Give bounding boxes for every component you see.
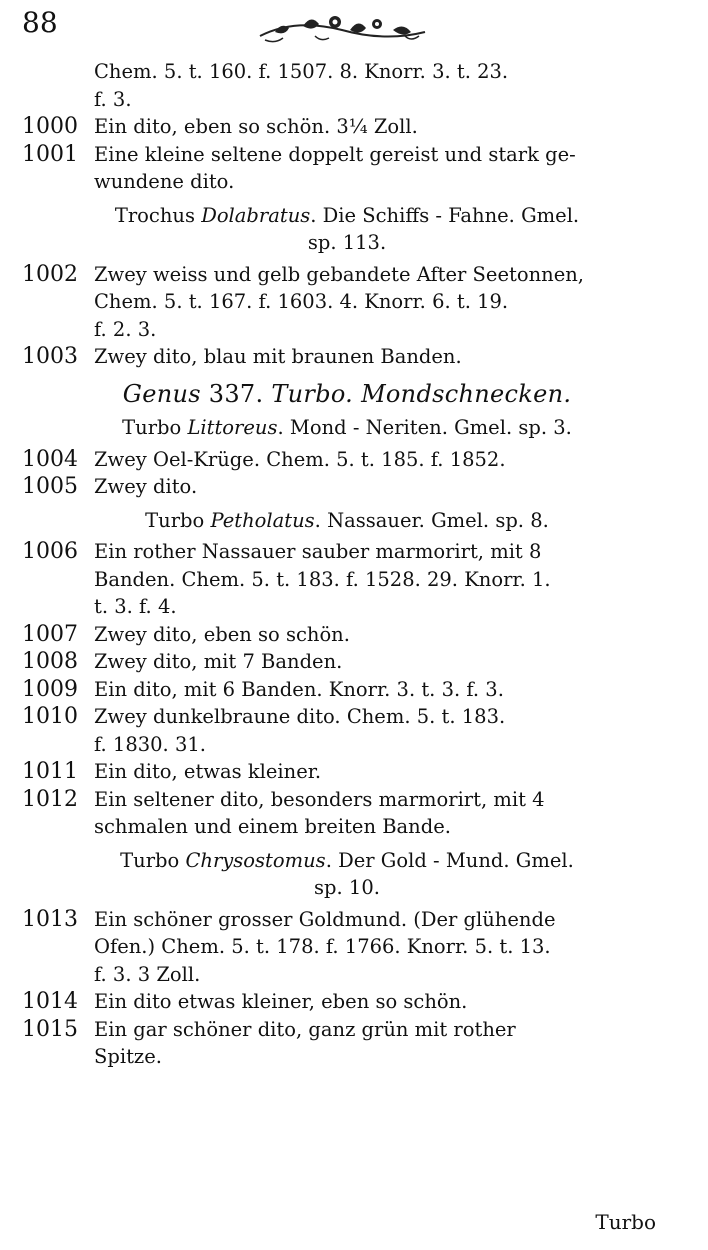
species-heading-turbo-littoreus: Turbo Littoreus. Mond - Neriten. Gmel. sp. 3. (122, 416, 572, 439)
entry-1005: 1005 Zwey dito. (22, 474, 198, 499)
catalog-text (22, 58, 672, 1071)
entry-1015: 1015 Ein gar schöner dito, ganz grün mit rother Spitze. (22, 1016, 516, 1068)
entry-1007: 1007 Zwey dito, eben so schön. (22, 621, 350, 647)
entry-1002: 1002 Zwey weiss und gelb gebandete After Seetonnen, Chem. 5. t. 167. f. 1603. 4. Knorr. 6. t. 19. f. 2. 3. (22, 261, 584, 341)
catchword: Turbo (595, 1210, 656, 1234)
species-heading-turbo-petholatus: Turbo Petholatus. Nassauer. Gmel. sp. 8. (145, 508, 549, 532)
floral-ornament-icon (255, 8, 430, 48)
page-number: 88 (22, 6, 58, 39)
entry-1010: 1010 Zwey dunkelbraune dito. Chem. 5. t. 183. f. 1830. 31. (22, 704, 506, 756)
entry-1011: 1011 Ein dito, etwas kleiner. (22, 759, 322, 784)
entry-1001: 1001 Eine kleine seltene doppelt gereist und stark ge- wundene dito. (22, 141, 576, 193)
species-heading-trochus-dolabratus: Trochus Dolabratus. Die Schiffs - Fahne. Gmel. sp. 113. (114, 203, 580, 254)
entry-1000: 1000 Ein dito, eben so schön. 3¼ Zoll. (22, 114, 418, 139)
species-heading-turbo-chrysostomus: Turbo Chrysostomus. Der Gold - Mund. Gmel. sp. 10. (120, 848, 574, 899)
entry-1014: 1014 Ein dito etwas kleiner, eben so schön. (22, 989, 468, 1014)
continuation-text: Chem. 5. t. 160. f. 1507. 8. Knorr. 3. t. 23. f. 3. (94, 60, 509, 111)
genus-heading: Genus 337. Turbo. Mondschnecken. (122, 379, 572, 408)
entry-1004: 1004 Zwey Oel-Krüge. Chem. 5. t. 185. f. 1852. (22, 446, 506, 472)
entry-1003: 1003 Zwey dito, blau mit braunen Banden. (22, 344, 462, 369)
entry-1013: 1013 Ein schöner grosser Goldmund. (Der glühende Ofen.) Chem. 5. t. 178. f. 1766. Knorr. 5. t. 13. f. 3. 3 Zoll. (22, 906, 556, 986)
entry-1009: 1009 Ein dito, mit 6 Banden. Knorr. 3. t. 3. f. 3. (22, 676, 504, 702)
entry-1006: 1006 Ein rother Nassauer sauber marmorirt, mit 8 Banden. Chem. 5. t. 183. f. 1528. 29. Knorr. 1. t. 3. f. 4. (22, 539, 551, 618)
entry-1012: 1012 Ein seltener dito, besonders marmorirt, mit 4 schmalen und einem breiten Bande. (22, 786, 545, 838)
entry-1008: 1008 Zwey dito, mit 7 Banden. (22, 649, 343, 674)
